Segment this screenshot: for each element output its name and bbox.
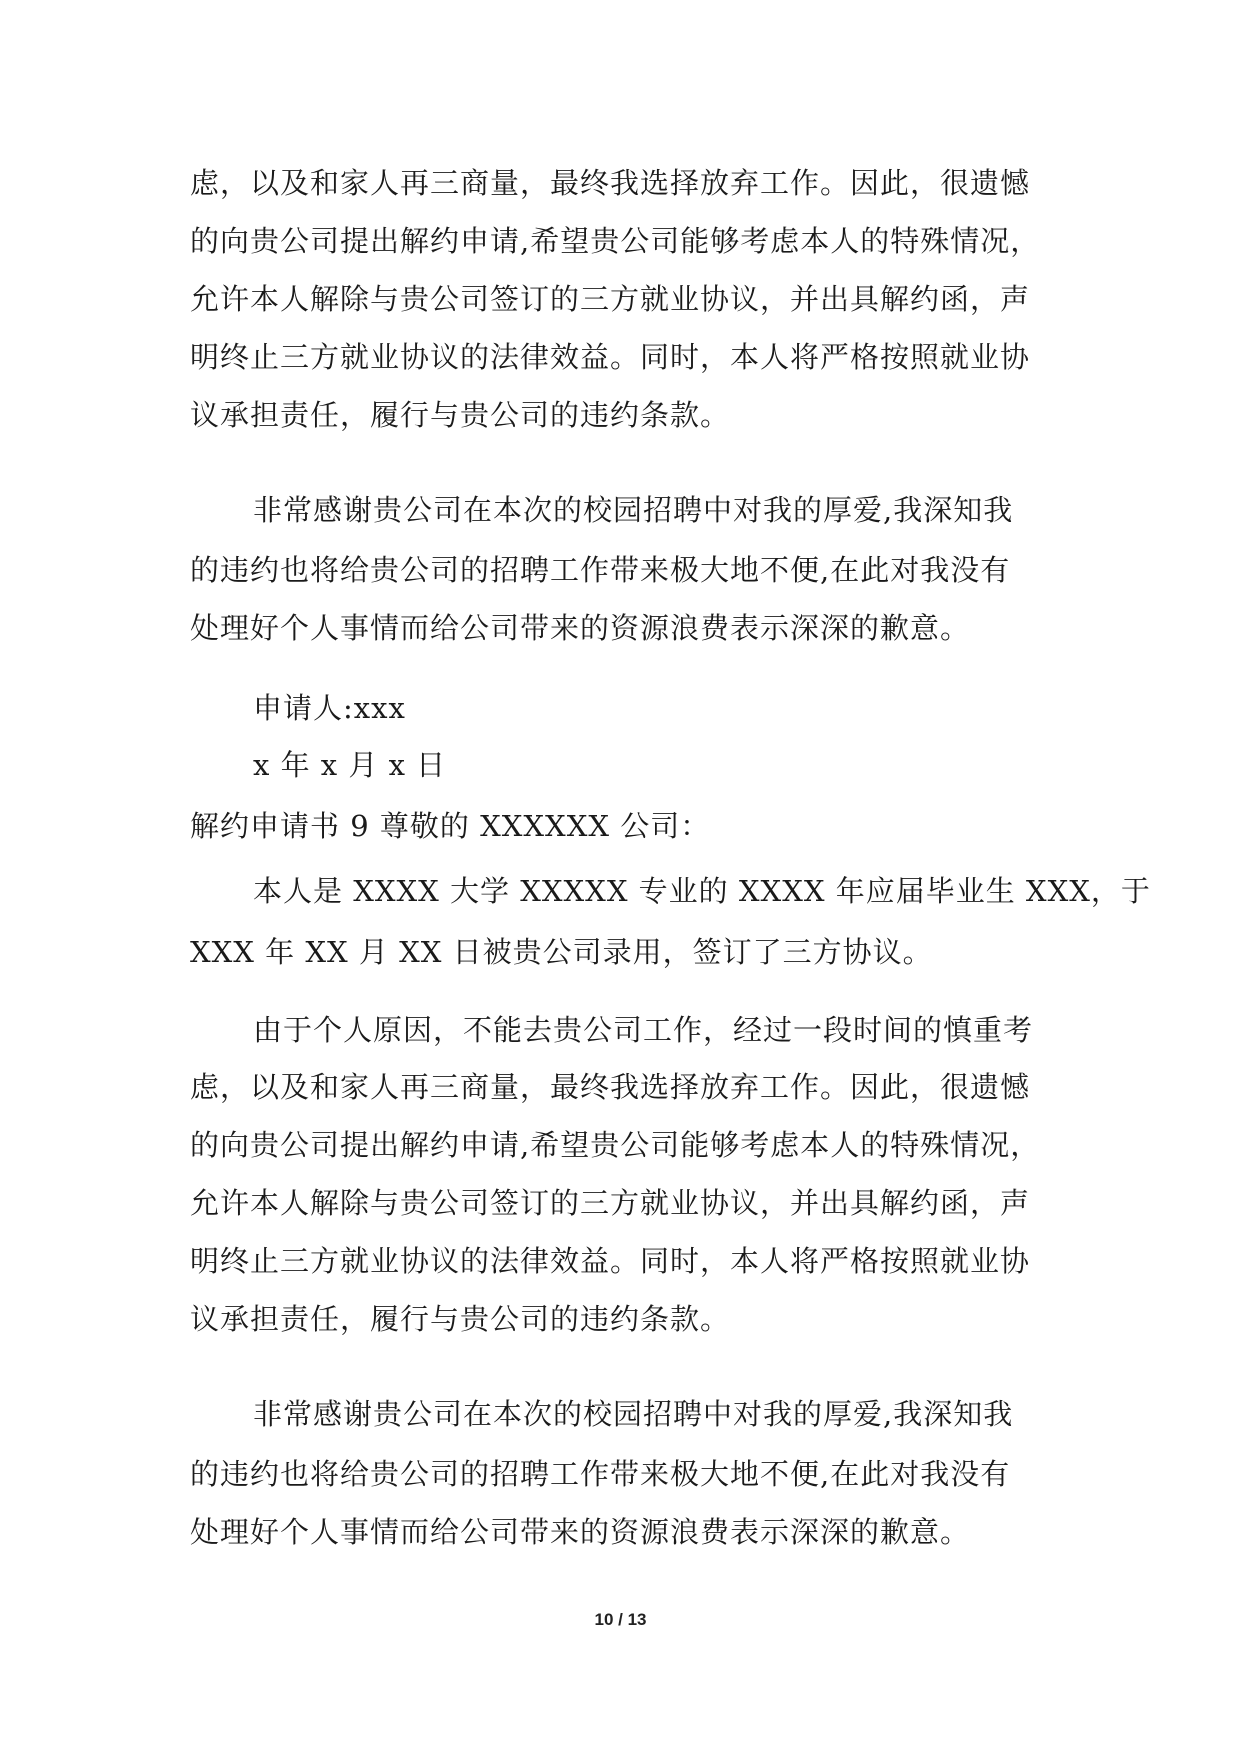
text-line: 非常感谢贵公司在本次的校园招聘中对我的厚爱,我深知我 [253,493,1014,527]
text-line: 由于个人原因，不能去贵公司工作，经过一段时间的慎重考 [253,1013,1034,1047]
text-line: 议承担责任，履行与贵公司的违约条款。 [190,398,731,432]
text-line: 允许本人解除与贵公司签订的三方就业协议，并出具解约函，声 [190,1186,1031,1220]
text-line: XXX 年 XX 月 XX 日被贵公司录用，签订了三方协议。 [190,935,933,969]
page-number: 10 / 13 [594,1610,647,1629]
date-line: x 年 x 月 x 日 [253,748,447,782]
text-line: 允许本人解除与贵公司签订的三方就业协议，并出具解约函，声 [190,282,1031,316]
text-line: 明终止三方就业协议的法律效益。同时，本人将严格按照就业协 [190,1244,1031,1278]
text-line: 本人是 XXXX 大学 XXXXX 专业的 XXXX 年应届毕业生 XXX，于 [253,874,1151,908]
text-line: 非常感谢贵公司在本次的校园招聘中对我的厚爱,我深知我 [253,1397,1014,1431]
text-line: 处理好个人事情而给公司带来的资源浪费表示深深的歉意。 [190,611,971,645]
text-line: 的违约也将给贵公司的招聘工作带来极大地不便,在此对我没有 [190,1457,1011,1491]
text-line: 的向贵公司提出解约申请,希望贵公司能够考虑本人的特殊情况， [190,224,1041,258]
text-line: 议承担责任，履行与贵公司的违约条款。 [190,1302,731,1336]
text-line: 虑，以及和家人再三商量，最终我选择放弃工作。因此，很遗憾 [190,1070,1031,1104]
section-heading: 解约申请书 9 尊敬的 XXXXXX 公司： [190,809,711,843]
text-line: 明终止三方就业协议的法律效益。同时，本人将严格按照就业协 [190,340,1031,374]
text-line: 虑，以及和家人再三商量，最终我选择放弃工作。因此，很遗憾 [190,166,1031,200]
text-line: 处理好个人事情而给公司带来的资源浪费表示深深的歉意。 [190,1515,971,1549]
text-line: 的向贵公司提出解约申请,希望贵公司能够考虑本人的特殊情况， [190,1128,1041,1162]
text-line: 的违约也将给贵公司的招聘工作带来极大地不便,在此对我没有 [190,553,1011,587]
applicant-line: 申请人:xxx [253,691,406,725]
